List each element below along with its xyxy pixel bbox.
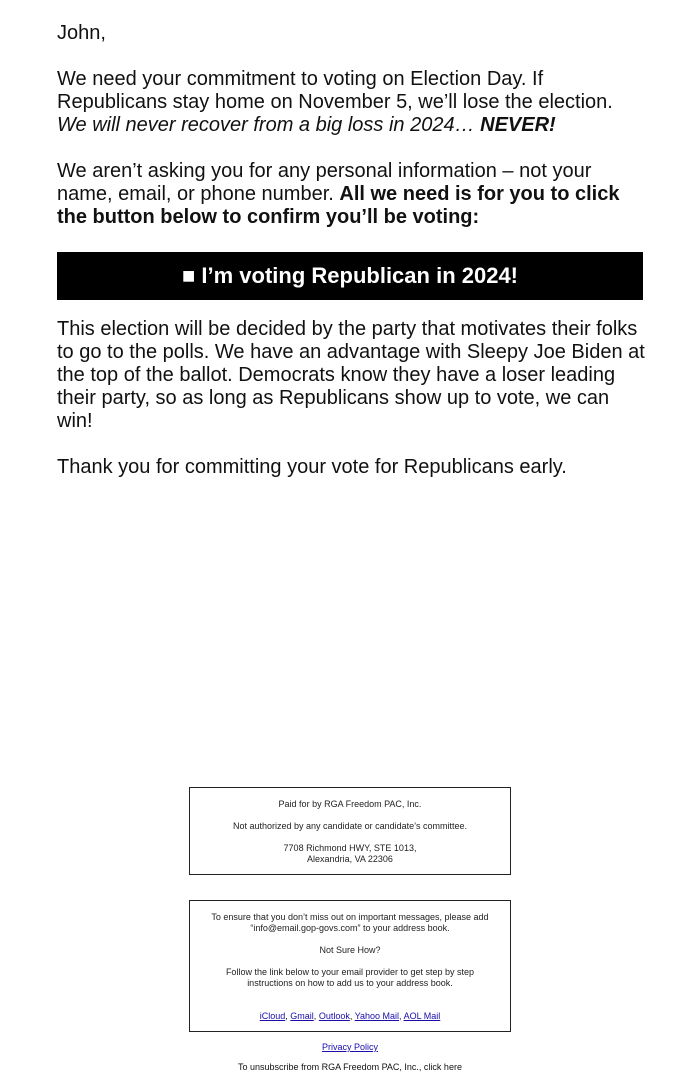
paragraph-election: This election will be decided by the party that motivates their folks to go to the polls. We have an advantage with Sleepy Joe Biden at the top of the ballot. Democrats know they have a loser leading their party, so as long as Republicans show up to vote, we can win!	[57, 318, 645, 432]
provider-link-gmail[interactable]: Gmail	[290, 1011, 314, 1021]
provider-link-icloud[interactable]: iCloud	[259, 1011, 286, 1021]
paragraph-commitment	[57, 68, 647, 137]
privacy-policy-link[interactable]: Privacy Policy	[321, 1042, 378, 1052]
address-line-2: Alexandria, VA 22306	[307, 854, 393, 864]
provider-link-aol[interactable]: AOL Mail	[403, 1011, 441, 1021]
address-book-message: To ensure that you don’t miss out on important messages, please add “info@email.gop-govs.com” to your address book.	[211, 912, 489, 933]
vote-confirm-button-label: I’m voting Republican in 2024!	[201, 263, 519, 288]
greeting: John,	[57, 22, 106, 44]
address-book-instructions: Follow the link below to your email provider to get step by step instructions on how to add us to your address book.	[225, 967, 475, 988]
disclaimer-box	[189, 787, 511, 875]
provider-link-yahoo[interactable]: Yahoo Mail	[354, 1011, 400, 1021]
paragraph-commitment-warning: We will never recover from a big loss in 2024…	[57, 114, 481, 136]
paragraph-no-info-text: We aren’t asking you for any personal information – not your name, email, or phone number.	[57, 160, 592, 205]
checkbox-square-icon: ■	[181, 263, 196, 288]
provider-separator: ,	[399, 1011, 404, 1021]
address-line-1: 7708 Richmond HWY, STE 1013,	[283, 843, 417, 853]
paragraph-thanks: Thank you for committing your vote for Republicans early.	[57, 456, 567, 478]
provider-links	[204, 1011, 496, 1022]
privacy-row	[0, 1042, 700, 1053]
not-sure-how: Not Sure How?	[319, 945, 381, 955]
unsubscribe-text[interactable]: To unsubscribe from RGA Freedom PAC, Inc., click here	[238, 1062, 462, 1072]
not-authorized-text: Not authorized by any candidate or candidate’s committee.	[233, 821, 467, 831]
provider-separator: ,	[285, 1011, 291, 1021]
provider-link-outlook[interactable]: Outlook	[318, 1011, 350, 1021]
email-body	[57, 22, 647, 502]
vote-confirm-button[interactable]	[57, 252, 643, 300]
mailing-address	[190, 843, 510, 865]
provider-separator: ,	[349, 1011, 355, 1021]
paragraph-no-info	[57, 160, 647, 229]
paragraph-commitment-text: We need your commitment to voting on Election Day. If Republicans stay home on November 5, we’ll lose the election.	[57, 68, 613, 113]
address-book-box	[189, 900, 511, 1032]
paragraph-no-info-cta: All we need is for you to click the button below to confirm you’ll be voting:	[57, 183, 620, 228]
provider-separator: ,	[313, 1011, 319, 1021]
paragraph-commitment-never: NEVER!	[480, 114, 556, 136]
paid-for-text: Paid for by RGA Freedom PAC, Inc.	[278, 799, 422, 809]
